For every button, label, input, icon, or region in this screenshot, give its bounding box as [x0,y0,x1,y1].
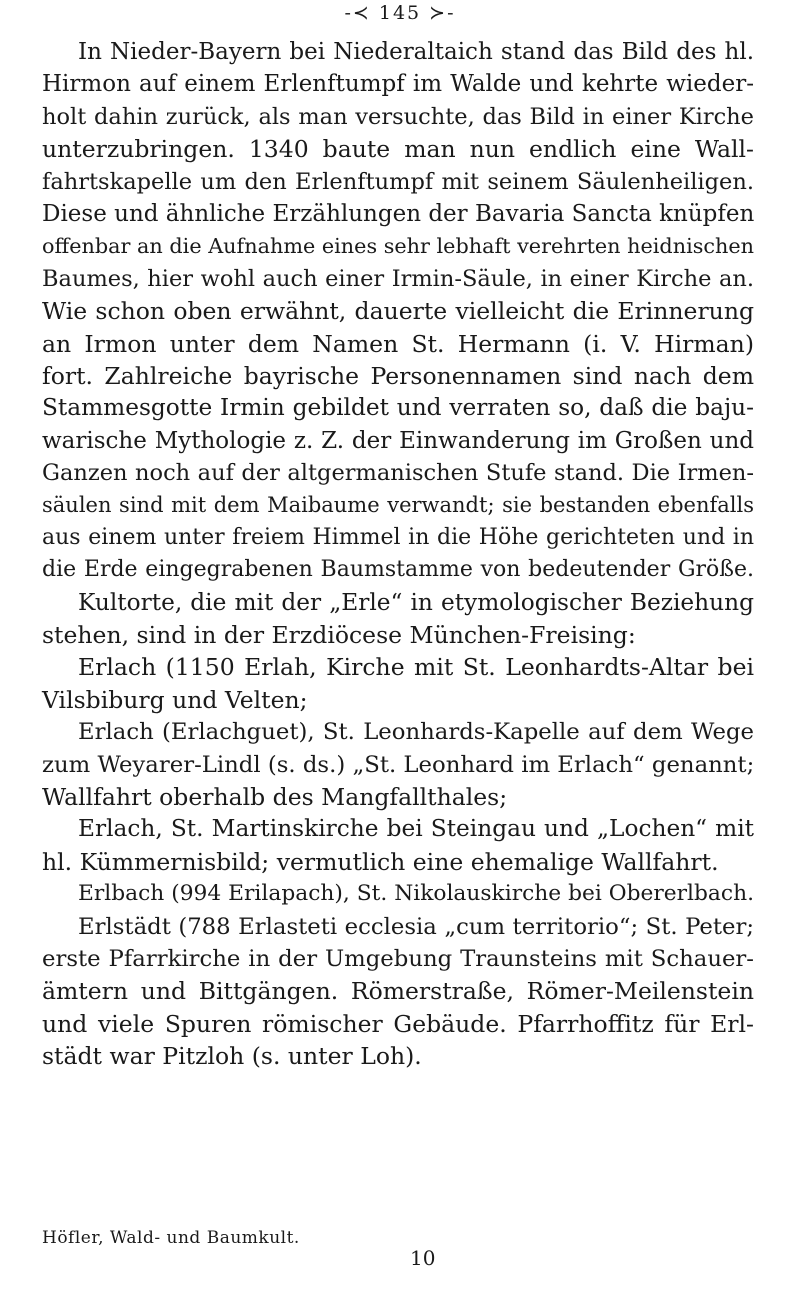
body-text [42,36,754,1073]
text-line: fort. Zahlreiche bayrische Personennamen sind nach dem [42,361,754,390]
text-line: hl. Kümmernisbild; vermutlich eine ehemalige Wallfahrt. [42,847,719,876]
text-line: städt war Pitzloh (s. unter Loh). [42,1042,422,1071]
text-line: Ganzen noch auf der altgermanischen Stufe stand. Die Irmen- [42,460,754,487]
text-line: an Irmon unter dem Namen St. Hermann (i. V. Hirman) [42,329,754,358]
text-line: Baumes, hier wohl auch einer Irmin-Säule, in einer Kirche an. [42,265,754,292]
text-line: säulen sind mit dem Maibaume verwandt; sie bestanden ebenfalls [42,493,754,518]
text-line: warische Mythologie z. Z. der Einwanderung im Großen und [42,427,754,454]
signature-number: 10 [410,1246,436,1270]
text-line: holt dahin zurück, als man versuchte, das Bild in einer Kirche [42,103,754,130]
text-line: aus einem unter freiem Himmel in die Höhe gerichteten und in [42,524,754,550]
text-line: zum Weyarer-Lindl (s. ds.) „St. Leonhard im Erlach“ genannt; [42,751,755,778]
text-line: Wie schon oben erwähnt, dauerte vielleicht die Erinnerung [42,297,754,326]
text-line: unterzubringen. 1340 baute man nun endlich eine Wall- [42,135,754,164]
text-line: Diese und ähnliche Erzählungen der Bavaria Sancta knüpfen [42,200,755,227]
page-header: -≺ 145 ≻- [344,2,456,24]
text-line: die Erde eingegrabenen Baumstamme von bedeutender Größe. [42,557,754,583]
text-line: Erlach (1150 Erlah, Kirche mit St. Leonhardts-Altar bei [78,653,754,682]
text-line: offenbar an die Aufnahme eines sehr lebhaft verehrten heidnischen [42,234,754,259]
text-line: Erlach, St. Martinskirche bei Steingau und „Lochen“ mit [78,815,754,843]
text-line: Kultorte, die mit der „Erle“ in etymologischer Beziehung [78,588,754,616]
text-line: Hirmon auf einem Erlenftumpf im Walde und kehrte wieder- [42,71,754,98]
text-line: und viele Spuren römischer Gebäude. Pfarrhoffitz für Erl- [42,1009,754,1038]
footer-source: Höfler, Wald- und Baumkult. [42,1228,300,1248]
text-line: erste Pfarrkirche in der Umgebung Traunsteins mit Schauer- [42,945,754,972]
text-line: Erlstädt (788 Erlasteti ecclesia „cum territorio“; St. Peter; [78,913,754,940]
text-line: stehen, sind in der Erzdiöcese München-Freising: [42,621,636,650]
text-line: fahrtskapelle um den Erlenftumpf mit seinem Säulenheiligen. [42,168,754,195]
text-line: Vilsbiburg und Velten; [42,685,308,714]
text-line: Erlbach (994 Erilapach), St. Nikolauskirche bei Obererlbach. [78,881,754,907]
text-line: ämtern und Bittgängen. Römerstraße, Römer-Meilenstein [42,977,754,1006]
text-line: In Nieder-Bayern bei Niederaltaich stand das Bild des hl. [78,39,754,65]
text-line: Wallfahrt oberhalb des Mangfallthales; [42,782,508,811]
text-line: Erlach (Erlachguet), St. Leonhards-Kapelle auf dem Wege [78,719,754,746]
text-line: Stammesgotte Irmin gebildet und verraten so, daß die baju- [42,394,754,422]
